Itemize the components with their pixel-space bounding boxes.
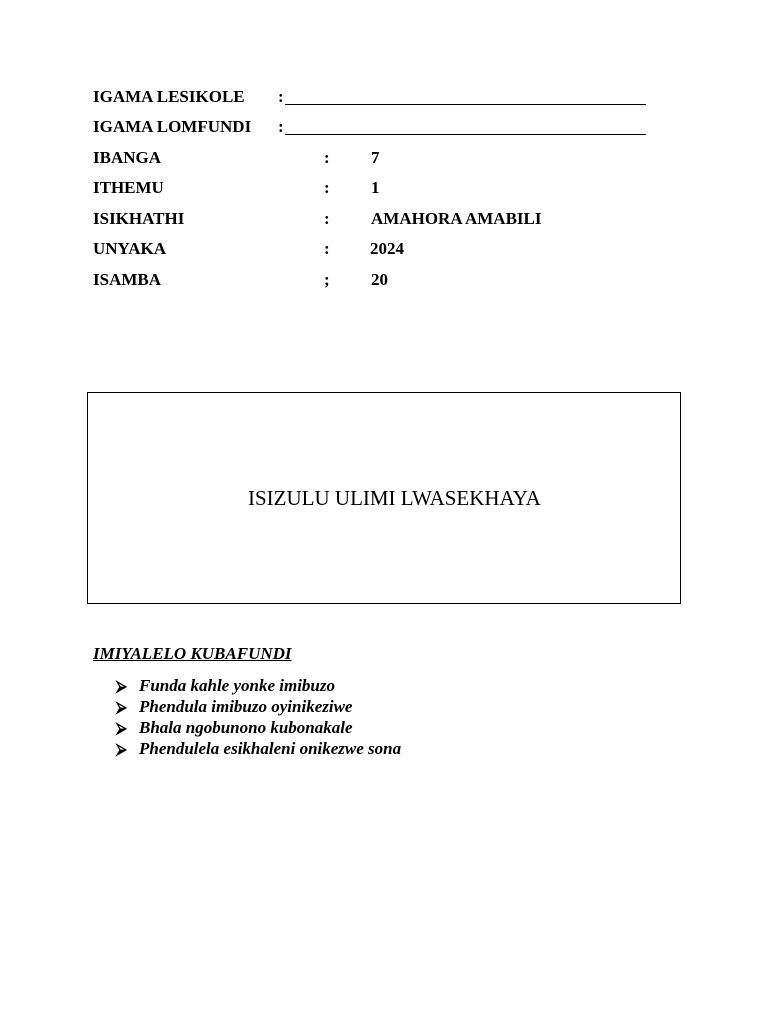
instruction-text: Funda kahle yonke imibuzo (139, 676, 336, 695)
grade-label: IBANGA (93, 148, 162, 167)
marks-separator: ; (324, 270, 330, 289)
year-value: 2024 (370, 239, 404, 258)
list-item (116, 738, 401, 759)
grade-colon: : (324, 148, 330, 167)
learner-name-field (93, 115, 693, 139)
school-name-label: IGAMA LESIKOLE (93, 87, 245, 106)
school-name-colon: : (278, 87, 284, 106)
subject-title-box (87, 392, 681, 604)
instructions-list (116, 675, 401, 759)
subject-title: ISIZULU ULIMI LWASEKHAYA (248, 486, 541, 510)
learner-name-label: IGAMA LOMFUNDI (93, 117, 252, 136)
term-label: ITHEMU (93, 178, 164, 197)
instruction-text: Bhala ngobunono kubonakale (139, 718, 353, 737)
list-item (116, 675, 401, 696)
duration-label: ISIKHATHI (93, 209, 185, 228)
year-colon: : (324, 239, 330, 258)
duration-colon: : (324, 209, 330, 228)
term-value: 1 (371, 178, 380, 197)
arrow-bullet-icon: ⮚ (116, 700, 127, 716)
duration-value: AMAHORA AMABILI (371, 209, 542, 228)
arrow-bullet-icon: ⮚ (116, 721, 127, 737)
marks-value: 20 (371, 270, 388, 289)
instructions-heading: IMIYALELO KUBAFUNDI (93, 644, 292, 663)
list-item (116, 696, 401, 717)
term-field (93, 176, 693, 200)
instruction-text: Phendulela esikhaleni onikezwe sona (139, 739, 402, 758)
year-label: UNYAKA (93, 239, 167, 258)
learner-name-colon: : (278, 117, 284, 136)
marks-label: ISAMBA (93, 270, 162, 289)
grade-value: 7 (371, 148, 380, 167)
list-item (116, 717, 401, 738)
term-colon: : (324, 178, 330, 197)
learner-name-blank[interactable] (285, 134, 646, 135)
marks-field (93, 268, 693, 292)
instruction-text: Phendula imibuzo oyinikeziwe (139, 697, 353, 716)
duration-field (93, 207, 693, 231)
grade-field (93, 146, 693, 170)
arrow-bullet-icon: ⮚ (116, 679, 127, 695)
school-name-blank[interactable] (285, 104, 646, 105)
school-name-field (93, 85, 693, 109)
arrow-bullet-icon: ⮚ (116, 742, 127, 758)
year-field (93, 237, 693, 261)
